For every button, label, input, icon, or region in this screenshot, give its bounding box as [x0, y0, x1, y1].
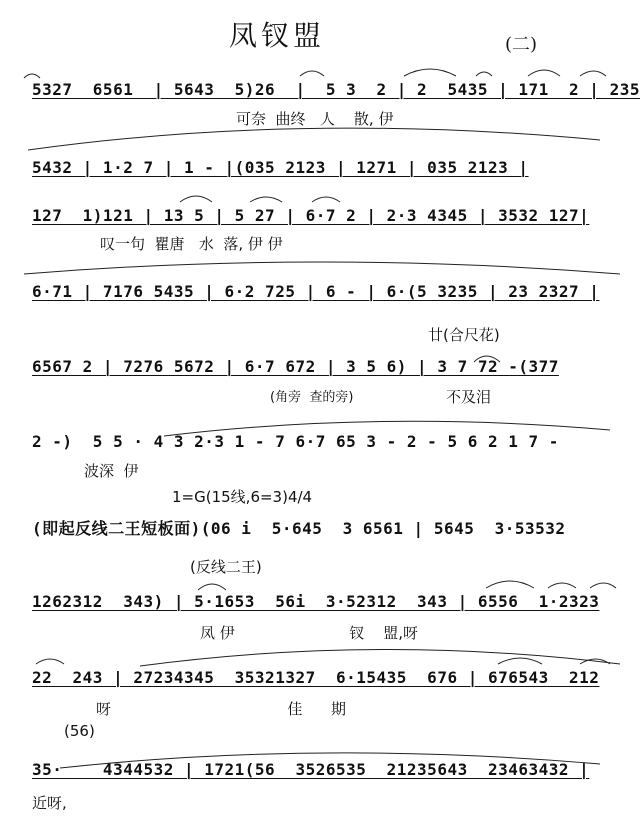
notation-line-7: (即起反线二王短板面)(06 i 5·645 3 6561 | 5645 3·53532 [32, 519, 566, 538]
he-chi-hua-annotation: 廿(合尺花) [428, 326, 500, 344]
notation-line-6: 2 -) 5 5 · 4 3 2·3 1 - 7 6·7 65 3 - 2 - 5 6 2 1 7 - [32, 432, 559, 451]
notation-line-4: 6·71 | 7176 5435 | 6·2 725 | 6 - | 6·(5 3235 | 23 2327 | [32, 282, 600, 301]
notation-line-9: 22 243 | 27234345 35321327 6·15435 676 | 676543 212 [32, 668, 600, 687]
notation-line-8: 1262312 343) | 5·1653 56i 3·52312 343 | 6556 1·2323 [32, 592, 600, 611]
lyrics-line-9: 呀 佳 期 [96, 700, 347, 718]
lyrics-line-1: 可奈 曲终 人 散, 伊 [236, 110, 394, 128]
notation-line-3: 127 1)121 | 13 5 | 5 27 | 6·7 2 | 2·3 4345 | 3532 127| [32, 206, 590, 225]
lyrics-line-10: 近呀, [32, 794, 67, 812]
key-signature: 1=G(15线,6=3)4/4 [172, 488, 313, 506]
lyrics-line-6: 波深 伊 [84, 462, 139, 480]
notation-line-2: 5432 | 1·2 7 | 1 - |(035 2123 | 1271 | 035 2123 | [32, 158, 529, 177]
side-note-line-5: (角旁 查的旁) [270, 390, 354, 405]
song-title: 凤钗盟 [229, 19, 326, 52]
notation-line-10: 35· 4344532 | 1721(56 3526535 21235643 23463432 | [32, 760, 590, 779]
lyrics-line-3: 叹一句 瞿唐 水 落, 伊 伊 [100, 235, 283, 253]
lyrics-line-5: 不及泪 [446, 388, 492, 406]
notation-line-1: 5327 6561 | 5643 5)26 | 5 3 2 | 2 5435 | 171 2 | 235 [32, 80, 640, 99]
lyrics-line-8: 凤 伊 钗 盟,呀 [200, 624, 419, 642]
notation-line-5: 6567 2 | 7276 5672 | 6·7 672 | 3 5 6) | 3 7 72 -(377 [32, 357, 559, 376]
part-number: (二) [505, 34, 538, 55]
bracket-56-annotation: (56) [64, 722, 95, 740]
fan-xian-annotation: (反线二王) [190, 558, 262, 576]
